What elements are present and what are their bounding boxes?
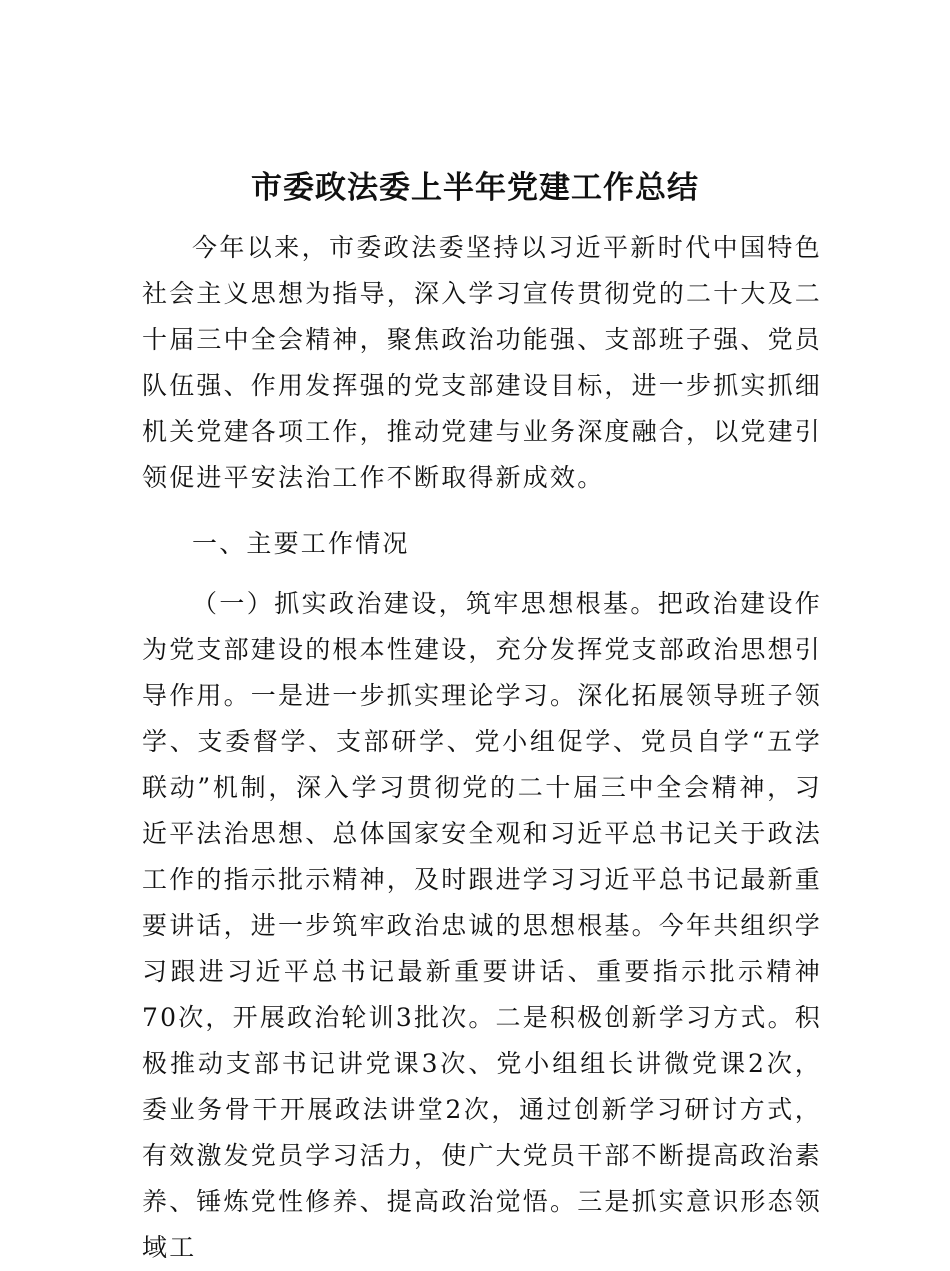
subsection-paragraph: （一）抓实政治建设，筑牢思想根基。把政治建设作为党支部建设的根本性建设，充分发挥党支部政治思想引导作用。一是进一步抓实理论学习。深化拓展领导班子领学、支委督学、支部研学、党小组促学、党员自学“五学联动”机制，深入学习贯彻党的二十届三中全会精神，习近平法治思想、总体国家安全观和习近平总书记关于政法工作的指示批示精神，及时跟进学习习近平总书记最新重要讲话，进一步筑牢政治忠诚的思想根基。今年共组织学习跟进习近平总书记最新重要讲话、重要指示批示精神70次，开展政治轮训3批次。二是积极创新学习方式。积极推动支部书记讲党课3次、党小组组长讲微党课2次，委业务骨干开展政法讲堂2次，通过创新学习研讨方式，有效激发党员学习活力，使广大党员干部不断提高政治素养、锤炼党性修养、提高政治觉悟。三是抓实意识形态领域工: [142, 589, 823, 1262]
section-heading: 一、主要工作情况: [192, 529, 410, 558]
document-title: 市委政法委上半年党建工作总结: [251, 170, 699, 206]
document-body: [142, 225, 822, 1271]
intro-paragraph: 今年以来，市委政法委坚持以习近平新时代中国特色社会主义思想为指导，深入学习宣传贯彻党的二十大及二十届三中全会精神，聚焦政治功能强、支部班子强、党员队伍强、作用发挥强的党支部建设目标，进一步抓实抓细机关党建各项工作，推动党建与业务深度融合，以党建引领促进平安法治工作不断取得新成效。: [142, 233, 823, 492]
